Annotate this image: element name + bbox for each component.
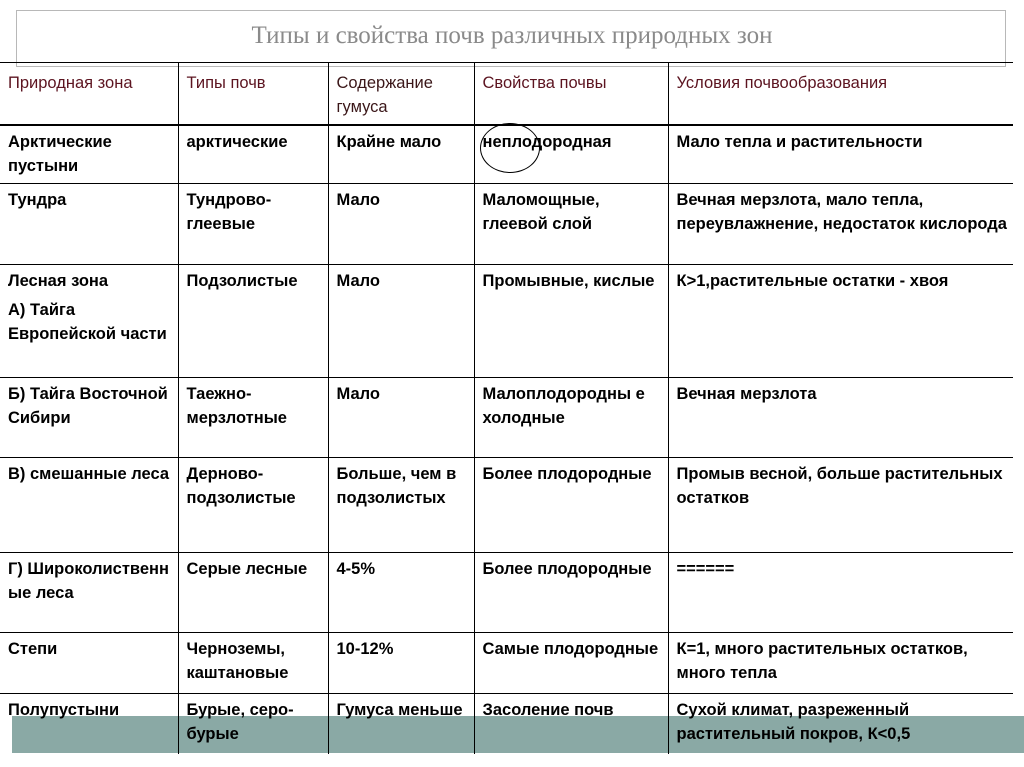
table-cell: К=1, много растительных остатков, много тепла — [668, 633, 1013, 694]
table-cell: Г) Широколиственн ые леса — [0, 553, 178, 633]
table-cell: Сухой климат, разреженный растительный покров, К<0,5 — [668, 694, 1013, 754]
table-cell: Мало — [328, 378, 474, 458]
table-row — [0, 633, 1013, 694]
table-cell: Таежно-мерзлотные — [178, 378, 328, 458]
table-cell: Черноземы, каштановые — [178, 633, 328, 694]
header-cell: Условия почвообразования — [668, 63, 1013, 126]
table-cell: Тундрово-глеевые — [178, 184, 328, 265]
table-cell: Вечная мерзлота, мало тепла, переувлажнение, недостаток кислорода — [668, 184, 1013, 265]
header-cell: Свойства почвы — [474, 63, 668, 126]
table-cell: Полупустыни — [0, 694, 178, 754]
table-cell: Серые лесные — [178, 553, 328, 633]
table-cell: Подзолистые — [178, 265, 328, 378]
soil-types-table — [0, 62, 1013, 754]
table-cell: Самые плодородные — [474, 633, 668, 694]
zone-name: Лесная зона — [8, 272, 109, 290]
table-row — [0, 553, 1013, 633]
table-cell: Малоплодородны е холодные — [474, 378, 668, 458]
circled-value: неплодородная — [482, 133, 612, 151]
table-cell: Более плодородные — [474, 458, 668, 553]
table-row — [0, 378, 1013, 458]
header-cell: Типы почв — [178, 63, 328, 126]
table-cell: Б) Тайга Восточной Сибири — [0, 378, 178, 458]
table-cell: 10-12% — [328, 633, 474, 694]
table-cell: Засоление почв — [474, 694, 668, 754]
table-row — [0, 184, 1013, 265]
table-cell: Бурые, серо-бурые — [178, 694, 328, 754]
slide-title: Типы и свойства почв различных природных зон — [251, 22, 773, 49]
table-cell: К>1,растительные остатки - хвоя — [668, 265, 1013, 378]
table-cell: Больше, чем в подзолистых — [328, 458, 474, 553]
table-cell: Промывные, кислые — [474, 265, 668, 378]
table-cell: Тундра — [0, 184, 178, 265]
header-cell: Содержание гумуса — [328, 63, 474, 126]
table-cell: Мало — [328, 265, 474, 378]
table-cell: Более плодородные — [474, 553, 668, 633]
table-row — [0, 265, 1013, 378]
table-cell: Гумуса меньше — [328, 694, 474, 754]
table-row — [0, 125, 1013, 184]
table-cell: Арктические пустыни — [0, 125, 178, 184]
table-cell: Мало тепла и растительности — [668, 125, 1013, 184]
header-cell: Природная зона — [0, 63, 178, 126]
table-cell: Дерново-подзолистые — [178, 458, 328, 553]
table-cell: Крайне мало — [328, 125, 474, 184]
table-cell: Степи — [0, 633, 178, 694]
table-row — [0, 458, 1013, 553]
table-cell: В) смешанные леса — [0, 458, 178, 553]
table-cell: ====== — [668, 553, 1013, 633]
table-cell: 4-5% — [328, 553, 474, 633]
subzone-name: А) Тайга Европейской части — [8, 301, 167, 343]
table-cell: Мало — [328, 184, 474, 265]
table-cell: Маломощные, глеевой слой — [474, 184, 668, 265]
table-cell — [0, 265, 178, 378]
table-cell: Вечная мерзлота — [668, 378, 1013, 458]
table-cell: арктические — [178, 125, 328, 184]
table-cell: Промыв весной, больше растительных остатков — [668, 458, 1013, 553]
table-header-row — [0, 63, 1013, 126]
table-row — [0, 694, 1013, 754]
table-cell — [474, 125, 668, 184]
